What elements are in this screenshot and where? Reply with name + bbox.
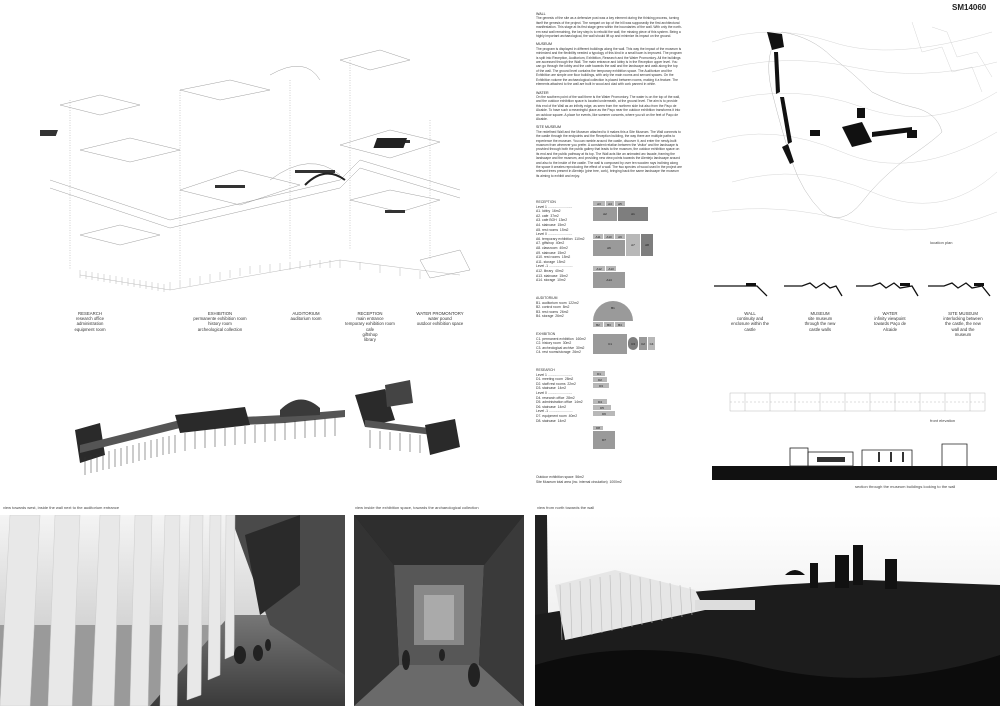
front-elevation-drawing xyxy=(725,388,995,418)
program-reception-list: Level 1 .......................... A1. lobby 16m2 A2. cafe 37m2 A3. cafe BOH 13m2 A4. staircase 15m2 A5. rest rooms 15m2 Level 0 .......................... A6. temporary exhibition 110m2 A7. giftshop 40m2 A8. classroom 40m2 A9. staircase 15m2 A10. rest rooms 15m2 A11. storage 15m2 Level -1 ......................... A12. library 40m2 A13. staircase 15m2 A14. storage 10m2 xyxy=(536,204,585,283)
location-plan-drawing xyxy=(712,12,997,237)
box-a10: A10 xyxy=(604,234,614,239)
concept-diagram-drawing xyxy=(712,282,997,302)
section-drawing-svg xyxy=(712,440,997,480)
box-a5: A5 xyxy=(615,201,625,206)
label-auditorium: AUDITORIUM auditorium room xyxy=(290,311,322,322)
program-research-list: Level 1 .......................... D1. meeting room 28m2 D2. staff rest rooms 22m2 D3. staircase 14m2 Level 0 .......................... D4. research office 28m2 D5. administration office 14m2 D6. staircase 14m2 Level -1 ......................... D7. equipment room 40m2 D8. staircase 14m2 xyxy=(536,372,583,423)
box-a7: A7 xyxy=(626,234,640,256)
section-caption: section through the museum buildings looking to the wall xyxy=(855,484,956,489)
water-paragraph: On the southern point of the wall there is the Water Promontory. The water is on the top of the wall, and the outdoor exhibition space is located underneath, at the ground level. The aim is to provide this end of the Wall as an infinity edge, as seen from the northern side but also from the Paço de Alcaide. To have such a meaningful place as the Paço near the outdoor exhibition transforms it into an outdoor square. A place for events, like summer concerts, where you sit on the feet of Paço de Alcaide. xyxy=(536,94,681,121)
box-a12: A12 xyxy=(593,266,605,271)
program-exhibition xyxy=(536,332,596,355)
box-a6: A6 xyxy=(593,240,625,256)
label-research: RESEARCH research office administration equipment room xyxy=(74,311,106,332)
view2-caption: view inside the exhibition space, towards the archaeological collection xyxy=(355,505,479,510)
box-d3: D3 xyxy=(593,383,609,388)
box-d8: D8 xyxy=(593,426,603,430)
concept-museum-label: MUSEUM site museum through the new castle walls xyxy=(804,311,836,332)
wall-heading: WALL xyxy=(536,12,546,16)
box-a13: A13 xyxy=(606,266,616,271)
box-c1: C1 xyxy=(593,334,627,354)
box-a2: A2 xyxy=(593,207,617,221)
museum-heading: MUSEUM xyxy=(536,42,552,47)
box-a1: A1 xyxy=(618,207,648,221)
concept-wall-label: WALL continuity and enclosure within the castle xyxy=(731,311,769,332)
box-d7: D7 xyxy=(593,431,615,449)
program-exhibition-list: C1. permanent exhibition 160m2 C2. history room 30m2 C3. archeological archive 30m2 C4. rest rooms/storage 26m2 xyxy=(536,336,586,355)
program-diagram xyxy=(593,201,658,476)
program-auditorium xyxy=(536,296,596,319)
label-water-promontory: WATER PROMONTORY water pound outdoor exhibition space xyxy=(416,311,464,327)
box-a8: A8 xyxy=(641,234,653,256)
box-a3: A3 xyxy=(593,201,605,206)
box-a4: A4 xyxy=(606,201,614,206)
box-d6: D6 xyxy=(593,411,615,416)
location-plan-caption: location plan xyxy=(930,240,953,245)
box-a11: A11 xyxy=(593,234,603,239)
view2-render xyxy=(354,515,524,706)
view1-render xyxy=(0,515,345,706)
water-heading: WATER xyxy=(536,90,549,95)
box-c4: C4 xyxy=(648,337,655,350)
box-c3: C3 xyxy=(628,337,638,350)
box-b1-shape xyxy=(593,301,633,321)
program-reception-title: RECEPTION xyxy=(536,200,556,204)
section-drawing xyxy=(712,440,997,480)
museum-paragraph: The program is displayed in different buildings along the wall. This way the impact of the museum is minimized and the flexibility needed a typology of this kind in a small town is improved. The program is split into Reception, Auditorium, Exhibition, Research and the Water Promontory. All the buildings are accessed through the Wall. The main entrance and lobby is in the Reception upper level. You can go through the lobby and the cafe towards the wall and the landscape and walk along the top of the wall. The ground level contains the temporary exhibition space. The Auditorium and the Exhibition are simple one floor buildings, with only the main rooms and servant spaces. On the Exhibition volume the archaeological collection is placed between rooms, making it a feature. The elements attached to the wall are built in wood and clad with cork panned in white. xyxy=(536,46,682,87)
box-b1: B1 xyxy=(611,306,615,310)
box-d5: D5 xyxy=(593,405,611,410)
program-research-title: RESEARCH xyxy=(536,368,555,372)
site-museum-heading: SITE MUSEUM xyxy=(536,125,561,130)
site-museum-paragraph: The redefined Wall and the Museum attached to it makes this a Site Museum. The Wall connects to the castle through the endpoints and the Reception building, the way there are multiple paths to experience the museum. You can ramble around the castle, discover it, and enter the newly-built museum from wherever you prefer. A consistent relation between the 'visitor' and the landscape is provided through both the public gallery that leads to the museum, the outdoor exhibition space on its end and the public pathway at its top. The Wall acts like an animated arc facade, framing the landscape and the museum, and providing new view points towards the Alentejo landscape around and also to the inside of the castle. The wall is composed by over ten wooden rays inclining along the space it creates reproducing the effect of a wall. The two species of wood used in the project are relevant trees present in Alentejo (pine tree, cork), bringing back the same landscape the museum its aiming to exhibit and enjoy. xyxy=(536,129,682,178)
label-exhibition: EXHIBITION permanente exhibition room history room archeological collection xyxy=(193,311,247,332)
intro-text xyxy=(536,12,706,178)
program-auditorium-list: B1. auditorium room 122m2 B2. control room 8m2 B3. rest rooms 26m2 B4. storage 26m2 xyxy=(536,300,579,319)
program-footer: Outdoor exhibition space 56m2 Site Museum total area (inc. internal circulation) 1000m2 xyxy=(536,475,622,484)
program-research xyxy=(536,368,596,423)
view3-render-image xyxy=(535,515,1000,706)
box-a9: A9 xyxy=(615,234,625,239)
program-exhibition-title: EXHIBITION xyxy=(536,332,556,336)
program-reception xyxy=(536,200,596,283)
front-elevation-caption: front elevation xyxy=(930,418,956,423)
box-d2: D2 xyxy=(593,377,607,382)
massing-model-drawing xyxy=(65,375,485,485)
view3-render xyxy=(535,515,1000,706)
view1-render-image xyxy=(0,515,345,706)
massing-model xyxy=(65,375,485,485)
axonometric-drawing xyxy=(40,20,480,295)
box-d1: D1 xyxy=(593,371,605,376)
concept-diagrams xyxy=(712,282,997,302)
program-auditorium-title: AUDITORIUM xyxy=(536,296,558,300)
view1-caption: view towards west, inside the wall next to the auditorium entrance xyxy=(3,505,120,510)
exploded-axonometric xyxy=(40,20,480,295)
concept-site-museum-label: SITE MUSEUM interlocking between the castle, the new wall and the museum xyxy=(943,311,983,337)
box-b2: B2 xyxy=(593,322,603,327)
box-b3: B3 xyxy=(604,322,614,327)
concept-water-label: WATER infinity viewpoint towards Paço de Alcaide xyxy=(873,311,906,332)
label-reception: RECEPTION main entrance temporary exhibition room cafe giftshop library xyxy=(345,311,395,343)
box-a14: A14 xyxy=(593,272,625,288)
location-plan xyxy=(712,12,997,237)
view3-caption: view from north towards the wall xyxy=(537,505,595,510)
box-c2: C2 xyxy=(639,337,647,350)
box-d4: D4 xyxy=(593,399,607,404)
view2-render-image xyxy=(354,515,524,706)
wall-paragraph: The genesis of the site as a defensive post was a key element during the thinking process, turning itself the genesis of the project. The rampart on top of the hill was supposedly the first architectural manifestation. This stage at its first stage grew within the boundaries of the wall. With only the north- ern east wall remaining, the key step is to rebuild the wall, the missing piece of this system. Being a highly important archaeological, the wall should lift up and minimize its impact on the ground. xyxy=(536,16,682,39)
board-code: SM14060 xyxy=(952,3,987,12)
box-b4: B4 xyxy=(615,322,625,327)
front-elevation xyxy=(725,388,995,418)
